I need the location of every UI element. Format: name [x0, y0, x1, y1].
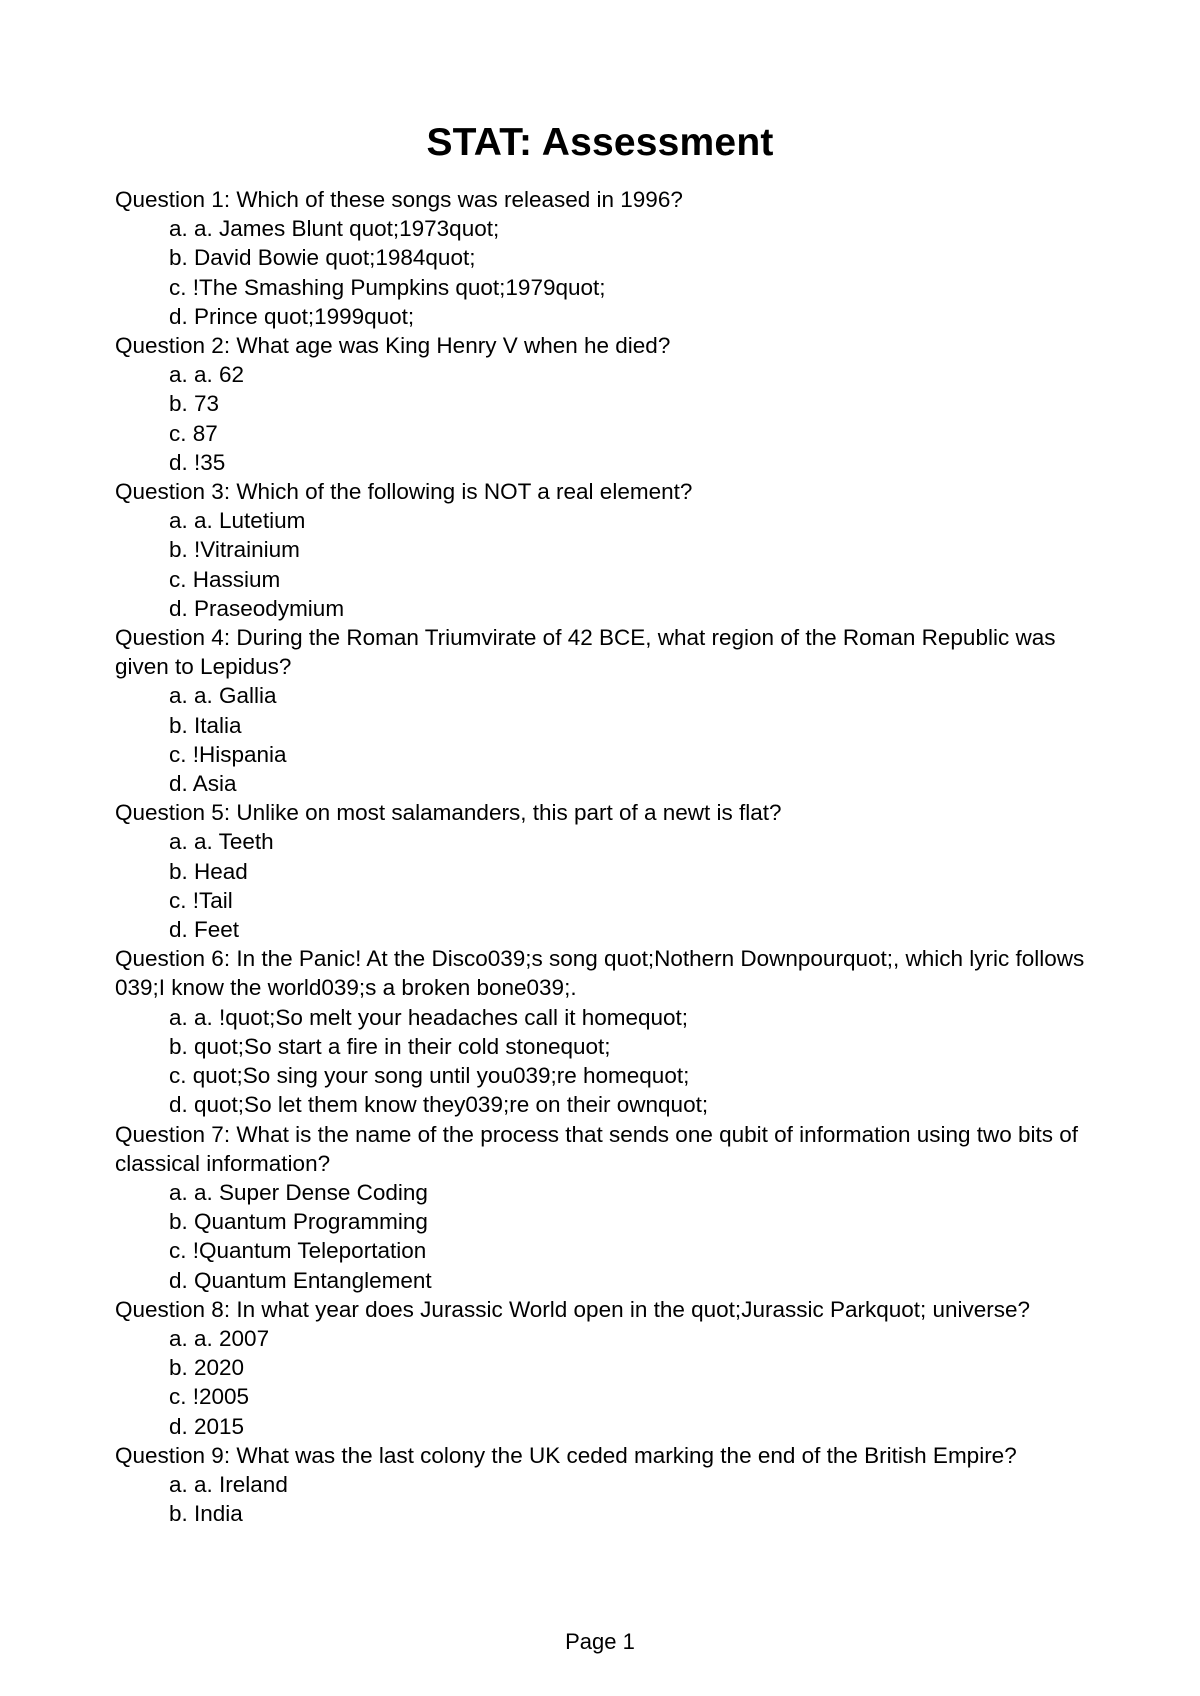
option-item: c. !2005	[169, 1384, 250, 1410]
option-item: d. Feet	[169, 917, 240, 943]
question-text: Question 8: In what year does Jurassic World open in the quot;Jurassic Parkquot; universe?	[115, 1296, 1031, 1322]
option-item: d. Praseodymium	[169, 595, 345, 621]
option-item: b. India	[169, 1501, 243, 1527]
option-item: c. !Tail	[169, 887, 233, 913]
page-title: STAT: Assessment	[426, 121, 774, 164]
question-item	[115, 944, 1100, 1119]
option-item: a. a. 2007	[169, 1325, 270, 1351]
question-item	[115, 477, 1100, 623]
question-list	[115, 185, 1100, 1528]
question-item	[115, 1441, 1100, 1529]
option-item: d. !35	[169, 449, 226, 475]
option-item: b. Italia	[169, 712, 242, 738]
question-text: Question 6: In the Panic! At the Disco039;s song quot;Nothern Downpourquot;, which lyric follows 039;I know the world039;s a broken bone039;.	[115, 946, 1085, 1001]
option-item: c. !The Smashing Pumpkins quot;1979quot;	[169, 274, 606, 300]
option-item: c. !Quantum Teleportation	[169, 1238, 427, 1264]
question-text: Question 3: Which of the following is NOT a real element?	[115, 479, 693, 505]
option-item: c. Hassium	[169, 566, 281, 592]
option-item: a. a. !quot;So melt your headaches call it homequot;	[169, 1004, 689, 1030]
option-item: d. Asia	[169, 771, 237, 797]
option-item: a. a. Lutetium	[169, 508, 306, 534]
option-list	[115, 1470, 1100, 1528]
option-item: b. quot;So start a fire in their cold stonequot;	[169, 1033, 611, 1059]
option-item: a. a. Gallia	[169, 683, 277, 709]
question-item	[115, 623, 1100, 798]
option-item: b. David Bowie quot;1984quot;	[169, 245, 476, 271]
option-item: d. Prince quot;1999quot;	[169, 303, 415, 329]
option-item: b. 2020	[169, 1355, 245, 1381]
option-item: a. a. 62	[169, 362, 245, 388]
option-list	[115, 214, 1100, 331]
option-item: b. 73	[169, 391, 220, 417]
option-list	[115, 506, 1100, 623]
option-item: a. a. James Blunt quot;1973quot;	[169, 216, 500, 242]
option-item: d. Quantum Entanglement	[169, 1267, 432, 1293]
option-list	[115, 827, 1100, 944]
question-item	[115, 185, 1100, 331]
option-list	[115, 1324, 1100, 1441]
option-item: d. quot;So let them know they039;re on their ownquot;	[169, 1092, 709, 1118]
option-item: a. a. Super Dense Coding	[169, 1179, 428, 1205]
option-list	[115, 1178, 1100, 1295]
option-list	[115, 1003, 1100, 1120]
question-item	[115, 1120, 1100, 1295]
question-text: Question 4: During the Roman Triumvirate of 42 BCE, what region of the Roman Republic was given to Lepidus?	[115, 625, 1056, 680]
question-text: Question 7: What is the name of the process that sends one qubit of information using two bits of classical information?	[115, 1121, 1079, 1176]
question-item	[115, 798, 1100, 944]
question-item	[115, 331, 1100, 477]
question-item	[115, 1295, 1100, 1441]
option-item: b. Quantum Programming	[169, 1209, 428, 1235]
question-text: Question 5: Unlike on most salamanders, this part of a newt is flat?	[115, 800, 782, 826]
option-item: a. a. Teeth	[169, 829, 274, 855]
question-text: Question 1: Which of these songs was released in 1996?	[115, 187, 683, 212]
question-text: Question 9: What was the last colony the UK ceded marking the end of the British Empire?	[115, 1442, 1017, 1468]
option-item: b. !Vitrainium	[169, 537, 300, 563]
option-list	[115, 360, 1100, 477]
option-item: d. 2015	[169, 1413, 245, 1439]
option-item: c. quot;So sing your song until you039;re homequot;	[169, 1063, 690, 1089]
page-number: Page 1	[565, 1629, 635, 1654]
option-item: a. a. Ireland	[169, 1471, 288, 1497]
option-list	[115, 681, 1100, 798]
option-item: c. !Hispania	[169, 741, 287, 767]
option-item: c. 87	[169, 420, 218, 446]
question-text: Question 2: What age was King Henry V when he died?	[115, 333, 671, 359]
option-item: b. Head	[169, 858, 248, 884]
